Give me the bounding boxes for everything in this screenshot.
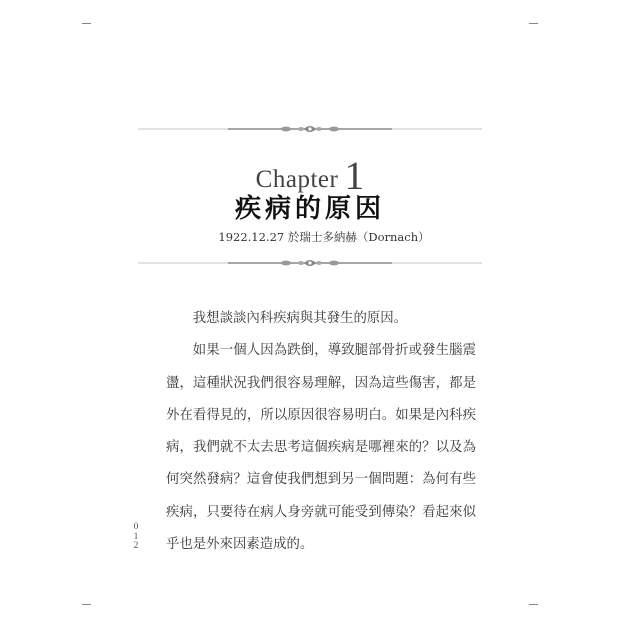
page-number-digit: 0 — [133, 522, 139, 532]
paragraph-1: 我想談談內科疾病與其發生的原因。 — [192, 311, 408, 326]
chapter-title: 疾病的原因 — [234, 194, 385, 224]
chapter-number: 1 — [344, 153, 365, 198]
paragraph-2: 如果一個人因為跌倒，導致腿部骨折或發生腦震盪，這種狀況我們很容易理解，因為這些傷害，都是外在看得見的，所以原因很容易明白。如果是內科疾病，我們就不太去思考這個疾病是哪裡來的？以及為何突然發病？這會使我們想到另一個問題：為何有些疾病，只要待在病人身旁就可能受到傳染？看起來似乎也是外來因素造成的。 — [166, 343, 476, 553]
crop-mark-bottom-left — [82, 604, 91, 605]
crop-mark-top-right — [529, 23, 538, 24]
crop-mark-bottom-right — [529, 604, 538, 605]
bottom-ornament-rule — [138, 256, 482, 270]
crop-mark-top-left — [82, 23, 91, 24]
top-ornament-rule — [138, 122, 482, 136]
chapter-date-location: 1922.12.27 於瑞士多納赫（Dornach） — [218, 230, 430, 244]
page-number-digit: 1 — [133, 531, 139, 542]
body-text — [166, 303, 476, 561]
page-number-digit: 2 — [133, 541, 139, 551]
page-number — [130, 523, 142, 552]
chapter-label: Chapter — [255, 166, 339, 193]
